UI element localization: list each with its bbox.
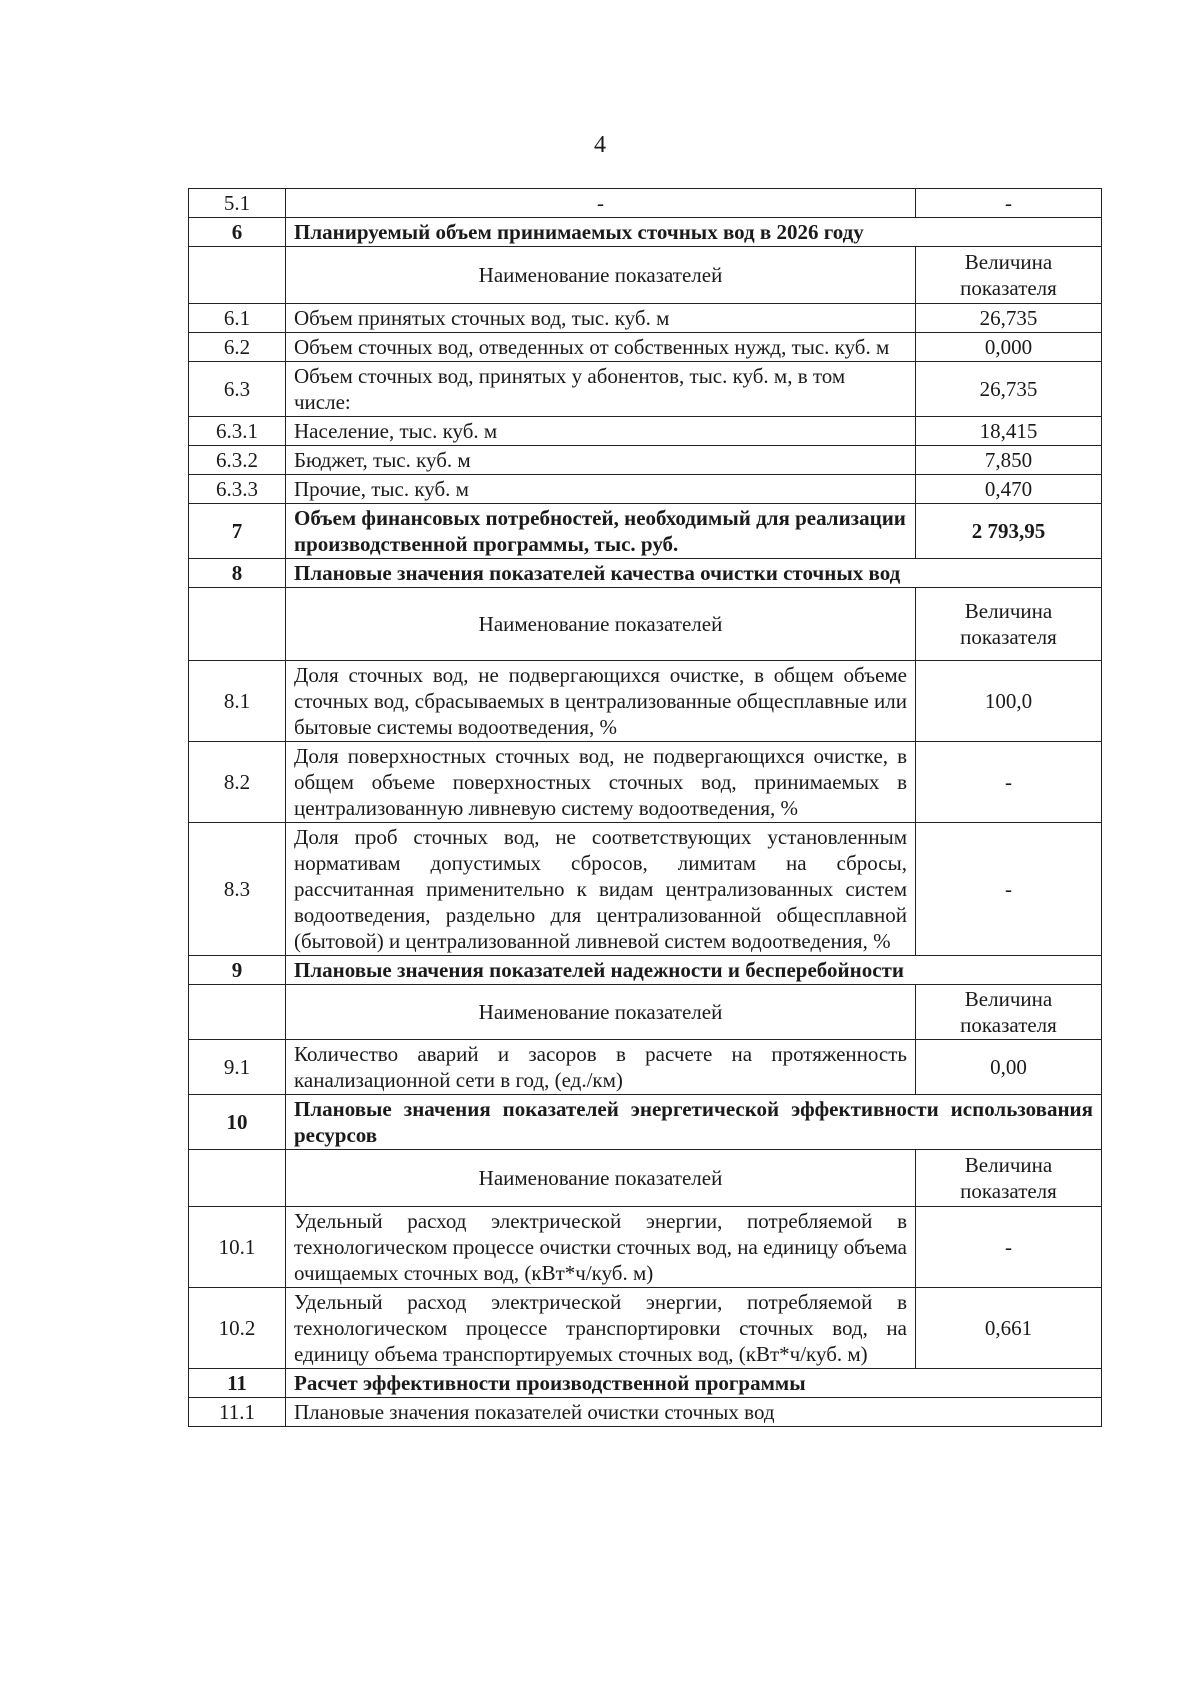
indicator-name: Плановые значения показателей очистки сточных вод — [286, 1398, 1102, 1427]
indicator-name: Бюджет, тыс. куб. м — [286, 446, 916, 475]
table-row — [189, 362, 1102, 417]
section-number: 8 — [189, 559, 286, 588]
indicator-name: Количество аварий и засоров в расчете на протяженность канализационной сети в год, (ед./км) — [286, 1040, 916, 1095]
section-title: Плановые значения показателей энергетической эффективности использования ресурсов — [286, 1095, 1102, 1150]
section-row — [189, 1369, 1102, 1398]
table-row — [189, 189, 1102, 218]
row-number: 5.1 — [189, 189, 286, 218]
column-header-name: Наименование показателей — [286, 985, 916, 1040]
indicator-name: Доля сточных вод, не подвергающихся очистке, в общем объеме сточных вод, сбрасываемых в централизованные общесплавные или бытовые системы водоотведения, % — [286, 661, 916, 742]
indicator-name: Объем финансовых потребностей, необходимый для реализации производственной программы, тыс. руб. — [286, 504, 916, 559]
empty-cell — [189, 985, 286, 1040]
indicator-value: 26,735 — [916, 362, 1102, 417]
indicator-value: - — [916, 742, 1102, 823]
indicator-name: Доля проб сточных вод, не соответствующих установленным нормативам допустимых сбросов, лимитам на сбросы, рассчитанная применительно к видам централизованных систем водоотведения, раздельно для централизованной общесплавной (бытовой) и централизованной ливневой систем водоотведения, % — [286, 823, 916, 956]
row-number: 8.2 — [189, 742, 286, 823]
indicator-name: Прочие, тыс. куб. м — [286, 475, 916, 504]
indicator-value: 26,735 — [916, 304, 1102, 333]
table-row — [189, 1288, 1102, 1369]
indicator-name: Объем принятых сточных вод, тыс. куб. м — [286, 304, 916, 333]
indicator-value: 0,661 — [916, 1288, 1102, 1369]
table-row — [189, 475, 1102, 504]
section-row — [189, 956, 1102, 985]
section-title: Планируемый объем принимаемых сточных вод в 2026 году — [286, 218, 1102, 247]
indicator-name: Удельный расход электрической энергии, потребляемой в технологическом процессе транспортировки сточных вод, на единицу объема транспортируемых сточных вод, (кВт*ч/куб. м) — [286, 1288, 916, 1369]
section-number: 10 — [189, 1095, 286, 1150]
indicator-name: Доля поверхностных сточных вод, не подвергающихся очистке, в общем объеме поверхностных сточных вод, принимаемых в централизованную ливневую систему водоотведения, % — [286, 742, 916, 823]
table-row — [189, 304, 1102, 333]
indicator-name: Объем сточных вод, отведенных от собственных нужд, тыс. куб. м — [286, 333, 916, 362]
row-number: 11.1 — [189, 1398, 286, 1427]
row-number: 8.3 — [189, 823, 286, 956]
row-number: 6.3 — [189, 362, 286, 417]
section-number: 9 — [189, 956, 286, 985]
table-row — [189, 504, 1102, 559]
row-number: 6.3.3 — [189, 475, 286, 504]
empty-cell — [189, 1150, 286, 1207]
indicator-name: Объем сточных вод, принятых у абонентов, тыс. куб. м, в том числе: — [286, 362, 916, 417]
indicator-value: 0,00 — [916, 1040, 1102, 1095]
row-number: 6.3.1 — [189, 417, 286, 446]
indicator-value: 18,415 — [916, 417, 1102, 446]
table-row — [189, 1040, 1102, 1095]
row-number: 9.1 — [189, 1040, 286, 1095]
section-number: 6 — [189, 218, 286, 247]
empty-cell — [189, 247, 286, 304]
indicator-value: 7,850 — [916, 446, 1102, 475]
row-number: 6.1 — [189, 304, 286, 333]
indicator-name: - — [286, 189, 916, 218]
table-row — [189, 333, 1102, 362]
table-row — [189, 823, 1102, 956]
row-number: 6.2 — [189, 333, 286, 362]
column-header-value: Величина показателя — [916, 588, 1102, 661]
section-number: 11 — [189, 1369, 286, 1398]
table-row — [189, 1207, 1102, 1288]
indicator-value: 100,0 — [916, 661, 1102, 742]
indicator-name: Удельный расход электрической энергии, потребляемой в технологическом процессе очистки сточных вод, на единицу объема очищаемых сточных вод, (кВт*ч/куб. м) — [286, 1207, 916, 1288]
column-header-value: Величина показателя — [916, 985, 1102, 1040]
page-number: 4 — [594, 132, 606, 158]
table-row — [189, 446, 1102, 475]
section-row — [189, 218, 1102, 247]
section-title: Расчет эффективности производственной программы — [286, 1369, 1102, 1398]
table-row — [189, 661, 1102, 742]
header-row — [189, 1150, 1102, 1207]
section-title: Плановые значения показателей надежности и бесперебойности — [286, 956, 1102, 985]
indicator-value: - — [916, 1207, 1102, 1288]
indicator-value: - — [916, 823, 1102, 956]
production-program-table — [188, 188, 1102, 1427]
indicator-value: 0,000 — [916, 333, 1102, 362]
column-header-name: Наименование показателей — [286, 588, 916, 661]
column-header-value: Величина показателя — [916, 1150, 1102, 1207]
row-number: 7 — [189, 504, 286, 559]
header-row — [189, 985, 1102, 1040]
column-header-name: Наименование показателей — [286, 247, 916, 304]
indicator-name: Население, тыс. куб. м — [286, 417, 916, 446]
row-number: 6.3.2 — [189, 446, 286, 475]
row-number: 8.1 — [189, 661, 286, 742]
section-row — [189, 559, 1102, 588]
indicator-value: - — [916, 189, 1102, 218]
table-row — [189, 417, 1102, 446]
column-header-value: Величина показателя — [916, 247, 1102, 304]
empty-cell — [189, 588, 286, 661]
section-row — [189, 1095, 1102, 1150]
row-number: 10.1 — [189, 1207, 286, 1288]
row-number: 10.2 — [189, 1288, 286, 1369]
header-row — [189, 247, 1102, 304]
indicator-value: 2 793,95 — [916, 504, 1102, 559]
table-row — [189, 1398, 1102, 1427]
header-row — [189, 588, 1102, 661]
indicator-value: 0,470 — [916, 475, 1102, 504]
table-row — [189, 742, 1102, 823]
column-header-name: Наименование показателей — [286, 1150, 916, 1207]
section-title: Плановые значения показателей качества очистки сточных вод — [286, 559, 1102, 588]
